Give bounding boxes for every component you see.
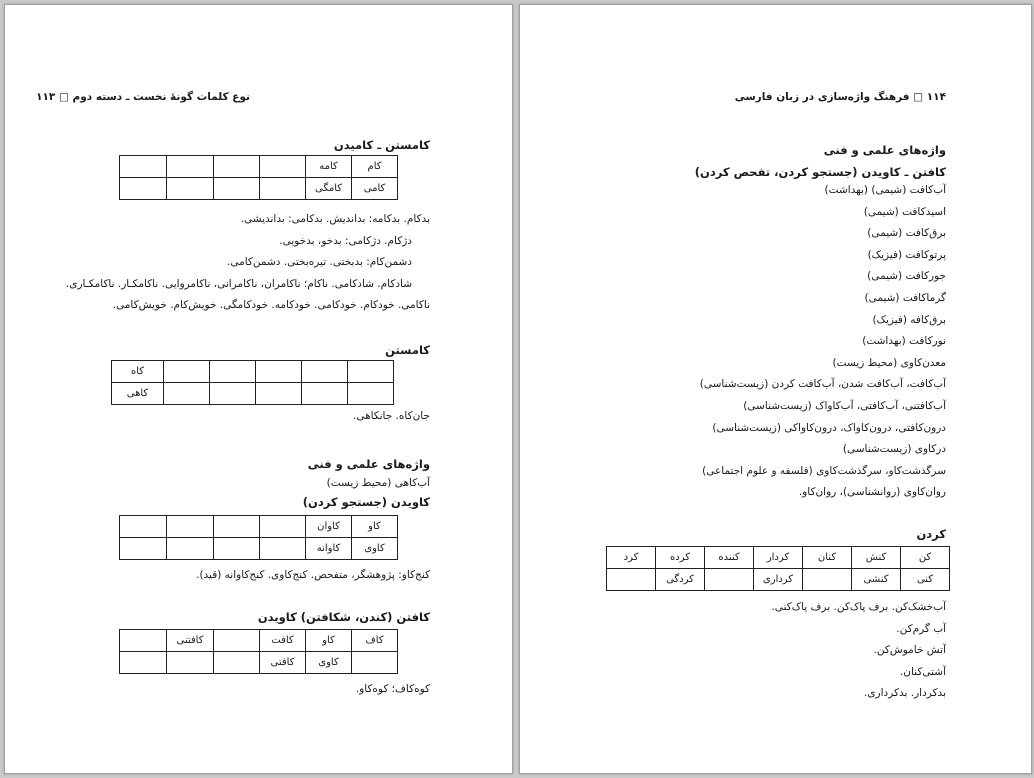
left-page bbox=[4, 4, 513, 774]
terms-list bbox=[700, 180, 946, 504]
right-page bbox=[519, 4, 1032, 774]
table-cell bbox=[302, 361, 348, 383]
table-cell: کاوی bbox=[352, 538, 398, 560]
table-cell bbox=[164, 361, 210, 383]
section-title-scientific-terms: واژه‌های علمی و فنی bbox=[823, 143, 946, 157]
table-cell bbox=[167, 156, 214, 178]
table-cell: کامی bbox=[352, 178, 398, 200]
list-item: درون‌کافتی، درون‌کاواک، درون‌کاواکی (زیست‌شناسی) bbox=[712, 421, 946, 434]
list-item: پرتوکافت (فیزیک) bbox=[867, 248, 946, 261]
table-cell bbox=[260, 178, 306, 200]
list-item: نورکافت (بهداشت) bbox=[862, 335, 946, 348]
table-cell bbox=[302, 383, 348, 405]
list-item: آب‌کافت، آب‌کافت شدن، آب‌کافت کردن (زیست‌شناسی) bbox=[699, 378, 946, 391]
table-cell: کامگی bbox=[306, 178, 352, 200]
list-item: اسیدکافت (شیمی) bbox=[863, 205, 946, 218]
table-cell: کاوانه bbox=[306, 538, 352, 560]
list-item: آب گرم‌کن. bbox=[896, 622, 946, 635]
conjugation-table-kam bbox=[119, 155, 398, 200]
table-cell bbox=[120, 538, 167, 560]
table-cell bbox=[260, 156, 306, 178]
table-cell: کاوان bbox=[306, 516, 352, 538]
table-cell bbox=[120, 652, 167, 674]
table-cell bbox=[120, 516, 167, 538]
conjugation-table-kav bbox=[119, 515, 398, 560]
table-cell: کننده bbox=[705, 547, 754, 569]
section-title-kamestan: کامستن bbox=[385, 343, 430, 357]
table-cell bbox=[120, 630, 167, 652]
table-cell: کرد bbox=[607, 547, 656, 569]
section-text-kamestan bbox=[66, 209, 430, 317]
list-item: آب‌خشک‌کن. برف پاک‌کن. برف پاک‌کنی. bbox=[771, 601, 946, 613]
list-item: برق‌کافه (فیزیک) bbox=[872, 313, 946, 326]
table-cell: کاهی bbox=[111, 383, 163, 405]
right-page-header: ۱۱۴ □ فرهنگ واژه‌سازی در زبان فارسی bbox=[734, 91, 946, 103]
table-cell: کنان bbox=[803, 547, 852, 569]
conjugation-table-kaf bbox=[119, 629, 398, 674]
table-cell bbox=[120, 156, 167, 178]
kardan-examples bbox=[771, 597, 946, 705]
table-cell: کردار bbox=[754, 547, 803, 569]
conjugation-table-kah bbox=[111, 360, 394, 405]
list-item: جورکافت (شیمی) bbox=[867, 270, 946, 283]
table-cell bbox=[214, 652, 260, 674]
table-cell: کاو bbox=[352, 516, 398, 538]
table-cell bbox=[164, 383, 210, 405]
list-item: آب‌کافت (شیمی) (بهداشت) bbox=[824, 184, 946, 196]
table-cell bbox=[167, 516, 214, 538]
text-line: ناکامی. خودکام. خودکامی. خودکامه. خودکامگی. خویش‌کام. خویش‌کامی. bbox=[112, 299, 430, 312]
table-cell: کام bbox=[352, 156, 398, 178]
subtitle-kaftan-kavidan: کافتن ـ کاویدن (جستجو کردن، تفحص کردن) bbox=[694, 165, 946, 179]
section-title-kaftan: کافتن (کندن، شکافتن) کاویدن bbox=[257, 610, 430, 624]
left-page-header: نوع کلمات گونهٔ نخست ـ دسته دوم □ ۱۱۳ bbox=[36, 91, 250, 103]
table-cell bbox=[705, 569, 754, 591]
table-cell bbox=[214, 178, 260, 200]
table-cell bbox=[210, 383, 256, 405]
table-cell: کنشی bbox=[852, 569, 901, 591]
table-cell: کنی bbox=[901, 569, 950, 591]
table-cell: کافت bbox=[260, 630, 306, 652]
list-item: درکاوی (زیست‌شناسی) bbox=[842, 443, 946, 456]
text-line: بدکام. بدکامه: بداندیش. بدکامی: بداندیشی. bbox=[240, 213, 430, 225]
table-cell: کن bbox=[901, 547, 950, 569]
table-cell: کاوی bbox=[306, 652, 352, 674]
list-item: معدن‌کاوی (محیط زیست) bbox=[832, 356, 946, 369]
table-cell bbox=[167, 538, 214, 560]
table-cell: کرده bbox=[656, 547, 705, 569]
table-cell: کردگی bbox=[656, 569, 705, 591]
table-cell: کنش bbox=[852, 547, 901, 569]
table-cell bbox=[214, 538, 260, 560]
table-cell bbox=[120, 178, 167, 200]
section-title-scientific-terms: واژه‌های علمی و فنی bbox=[307, 457, 430, 471]
table-cell: کرداری bbox=[754, 569, 803, 591]
section-title-kavidan: کاویدن (جستجو کردن) bbox=[302, 495, 430, 509]
list-item: آشتی‌کنان. bbox=[899, 665, 946, 678]
text-line: جان‌کاه. جانکاهی. bbox=[352, 410, 430, 422]
table-cell bbox=[214, 516, 260, 538]
text-line: کنج‌کاو: پژوهشگر، متفحص. کنج‌کاوی. کنج‌کاوانه (قید). bbox=[196, 569, 430, 581]
table-cell bbox=[256, 383, 302, 405]
list-item: روان‌کاوی (روانشناسی)، روان‌کاو. bbox=[798, 486, 946, 499]
list-item: آتش خاموش‌کن. bbox=[873, 644, 946, 657]
list-item: آب‌کافتنی، آب‌کافتی، آب‌کاواک (زیست‌شناسی) bbox=[743, 399, 946, 412]
table-cell: کامه bbox=[306, 156, 352, 178]
table-cell bbox=[260, 538, 306, 560]
list-item: گرماکافت (شیمی) bbox=[864, 291, 946, 304]
table-cell bbox=[348, 361, 394, 383]
table-cell: کاه bbox=[111, 361, 163, 383]
text-line: دژکام. دژکامی: بدخو، بدخویی. bbox=[279, 234, 412, 247]
list-item: بدکردار. بدکرداری. bbox=[863, 687, 946, 700]
table-cell bbox=[210, 361, 256, 383]
table-cell bbox=[260, 516, 306, 538]
table-cell: کافتی bbox=[260, 652, 306, 674]
table-cell bbox=[214, 630, 260, 652]
conjugation-table-kardan bbox=[606, 546, 950, 591]
table-cell bbox=[167, 652, 214, 674]
text-line: دشمن‌کام: بدبختی. تیره‌بختی. دشمن‌کامی. bbox=[227, 256, 412, 269]
table-cell bbox=[256, 361, 302, 383]
list-item: برق‌کافت (شیمی) bbox=[867, 227, 946, 240]
text-line: شادکام. شادکامی. ناکام؛ ناکامران، ناکامرانی، ناکامروایی. ناکامکـار. ناکامکـاری. bbox=[65, 277, 412, 290]
table-cell bbox=[214, 156, 260, 178]
list-item: سرگذشت‌کاو، سرگذشت‌کاوی (فلسفه و علوم اجتماعی) bbox=[702, 464, 946, 477]
table-cell: کاو bbox=[306, 630, 352, 652]
text-line: آب‌کاهی (محیط زیست) bbox=[326, 477, 430, 489]
table-cell: کافتنی bbox=[167, 630, 214, 652]
table-cell bbox=[607, 569, 656, 591]
table-cell bbox=[352, 652, 398, 674]
section-title-kardan: کردن bbox=[916, 527, 946, 541]
table-cell bbox=[167, 178, 214, 200]
table-cell bbox=[348, 383, 394, 405]
section-title-kamestan-kamidan: کامستن ـ کامیدن bbox=[333, 138, 430, 152]
table-cell bbox=[803, 569, 852, 591]
table-cell: کاف bbox=[352, 630, 398, 652]
text-line: کوه‌کاف؛ کوه‌کاو. bbox=[355, 683, 430, 695]
